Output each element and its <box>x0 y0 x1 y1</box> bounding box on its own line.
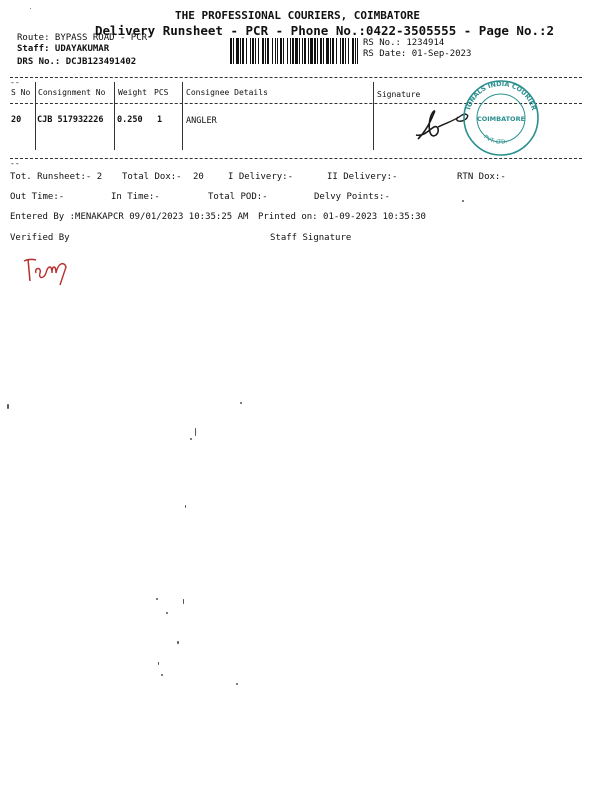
scan-speck <box>195 428 196 436</box>
scan-speck <box>30 8 31 9</box>
delvy-points: Delvy Points:- <box>314 192 390 202</box>
company-title: THE PROFESSIONAL COURIERS, COIMBATORE <box>175 9 421 22</box>
rtn-dox: RTN Dox:- <box>457 172 506 182</box>
verifier-signature <box>22 253 74 287</box>
scan-speck <box>161 674 163 676</box>
scan-speck <box>177 641 179 644</box>
scan-speck <box>156 598 158 600</box>
runsheet-title: Delivery Runsheet - PCR - Phone No.:0422-3505555 - Page No.:2 <box>95 23 555 38</box>
svg-text:COIMBATORE: COIMBATORE <box>476 115 526 123</box>
col-consignee: Consignee Details <box>186 88 268 97</box>
total-pod: Total POD:- <box>208 192 268 202</box>
scan-speck <box>236 683 238 685</box>
svg-text:IONALS INDIA COURIER: IONALS INDIA COURIER <box>464 79 538 112</box>
col-signature: Signature <box>377 90 421 99</box>
i-delivery: I Delivery:- <box>228 172 294 182</box>
scan-speck <box>190 438 192 440</box>
entered-by: Entered By :MENAKAPCR 09/01/2023 10:35:25 AM <box>10 212 249 222</box>
in-time: In Time:- <box>111 192 160 202</box>
barcode-icon <box>230 38 358 64</box>
ii-delivery: II Delivery:- <box>327 172 398 182</box>
divider-mark: -- <box>10 159 20 168</box>
route-label: Route: BYPASS ROAD - PCR <box>17 33 148 43</box>
scan-speck <box>240 402 242 404</box>
company-seal <box>455 76 545 156</box>
staff-label: Staff: UDAYAKUMAR <box>17 44 110 54</box>
divider-mark: -- <box>10 78 20 87</box>
scan-speck <box>7 404 9 409</box>
col-pcs: PCS <box>154 88 169 97</box>
scan-speck <box>158 662 159 665</box>
row-consignee: ANGLER <box>186 116 217 126</box>
col-sno: S No <box>11 88 31 97</box>
scan-speck <box>183 599 184 604</box>
printed-on: Printed on: 01-09-2023 10:35:30 <box>258 212 426 222</box>
svg-text:PVT. LTD.: PVT. LTD. <box>482 134 508 146</box>
divider <box>10 158 582 159</box>
total-dox-value: 20 <box>193 172 204 182</box>
total-dox-label: Total Dox:- <box>122 172 182 182</box>
scan-speck <box>185 505 186 508</box>
col-weight: Weight <box>118 88 147 97</box>
tot-runsheet: Tot. Runsheet:- 2 <box>10 172 103 182</box>
col-consignment: Consignment No <box>38 88 106 97</box>
scan-speck <box>462 200 464 202</box>
row-pcs: 1 <box>157 115 163 125</box>
scan-speck <box>166 612 168 614</box>
row-sno: 20 <box>11 115 22 125</box>
verified-by: Verified By <box>10 233 70 243</box>
rs-date: RS Date: 01-Sep-2023 <box>363 49 472 59</box>
rs-number: RS No.: 1234914 <box>363 38 445 48</box>
drs-number: DRS No.: DCJB123491402 <box>17 57 137 67</box>
staff-signature-label: Staff Signature <box>270 233 352 243</box>
row-weight: 0.250 <box>117 115 143 125</box>
out-time: Out Time:- <box>10 192 65 202</box>
row-consignment: CJB 517932226 <box>37 115 104 125</box>
